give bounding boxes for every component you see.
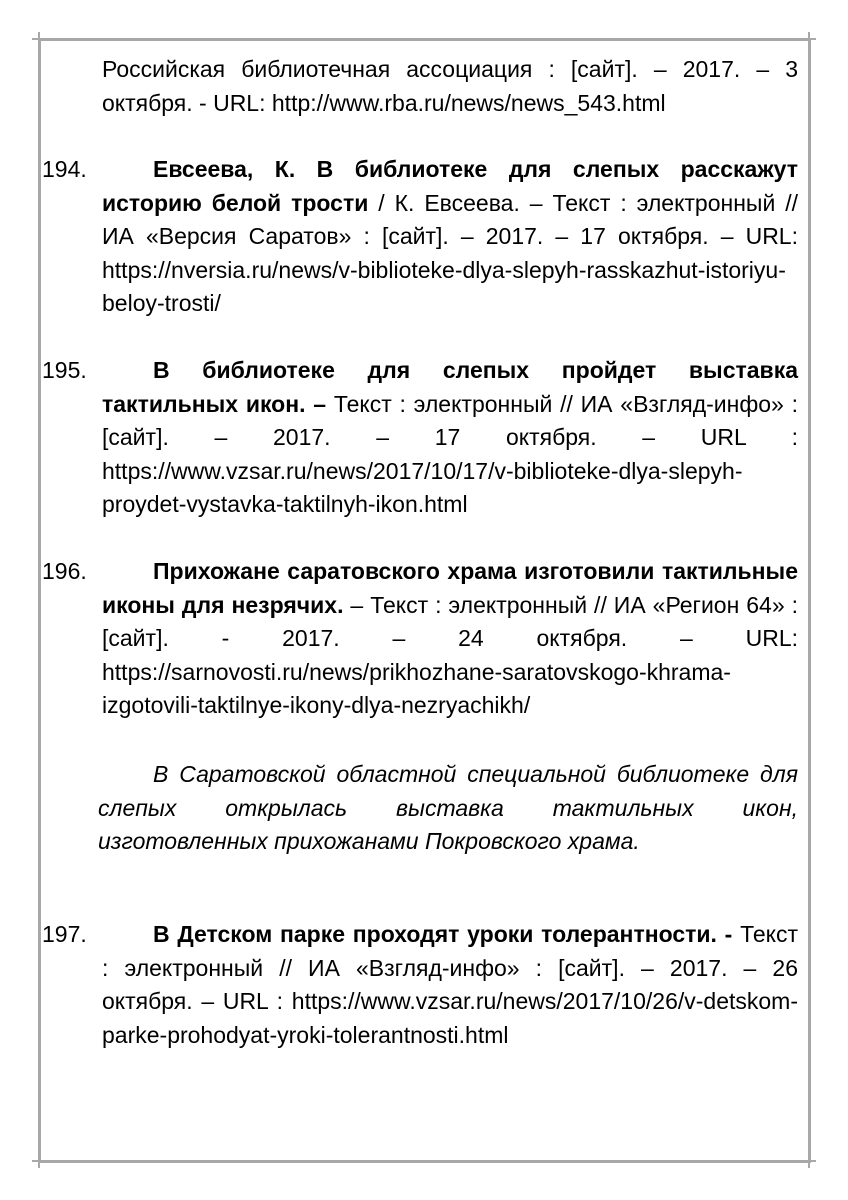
frame-corner-ornament [802, 32, 816, 46]
frame-corner-ornament [32, 1154, 46, 1168]
frame-corner-ornament [32, 32, 46, 46]
entry-details: Текст : электронный // ИА «Взгляд-инфо» : [сайт]. – 2017. – 17 октября. – URL : https://www.vzsar.ru/news/2017/10/17/v-biblioteke-dlya-slepyh-proydet-vystavka-taktilnyh-ikon.html [102, 390, 799, 518]
page-frame-left [38, 38, 41, 1163]
entry-title: В библиотеке для слепых пройдет выставка тактильных икон. – [102, 357, 798, 417]
entry-title: Прихожане саратовского храма изготовили тактильные иконы для незрячих. [102, 558, 798, 618]
page-frame-right [808, 38, 811, 1163]
entry-title: Евсеева, К. В библиотеке для слепых расскажут историю белой трости [102, 156, 798, 216]
entry-number: 197. [42, 921, 87, 947]
page-frame-top [38, 38, 810, 41]
entry-title: В Детском парке проходят уроки толерантности. - [153, 921, 733, 947]
entry-number: 196. [42, 558, 87, 584]
entry-number: 195. [42, 357, 87, 383]
page-frame-bottom [38, 1160, 810, 1163]
entry-text [102, 354, 798, 522]
entry-details: Текст : электронный // ИА «Взгляд-инфо» : [сайт]. – 2017. – 26 октября. – URL : https://www.vzsar.ru/news/2017/10/26/v-detskom-parke-prohodyat-yroki-tolerantnosti.html [102, 921, 798, 1048]
entry-text [102, 918, 798, 1052]
entry-annotation: В Саратовской областной специальной библиотеке для слепых открылась выставка тактильных икон, изготовленных прихожанами Покровского храма. [98, 761, 798, 855]
entry-text [102, 153, 798, 321]
frame-corner-ornament [802, 1154, 816, 1168]
continuation-text: Российская библиотечная ассоциация : [сайт]. – 2017. – 3 октября. - URL: http://www.rba.ru/news/news_543.html [102, 56, 798, 116]
entry-text [102, 555, 798, 723]
entry-details: / К. Евсеева. – Текст : электронный // ИА «Версия Саратов» : [сайт]. – 2017. – 17 октября. – URL: https://nversia.ru/news/v-biblioteke-dlya-slepyh-rasskazhut-istoriyu-beloy-trosti/ [102, 189, 798, 317]
entry-number: 194. [42, 156, 87, 182]
entry-details: – Текст : электронный // ИА «Регион 64» : [сайт]. - 2017. – 24 октября. – URL: https://sarnovosti.ru/news/prikhozhane-saratovskogo-khrama-izgotovili-taktilnye-ikony-dlya-nezryachikh/ [102, 591, 798, 719]
